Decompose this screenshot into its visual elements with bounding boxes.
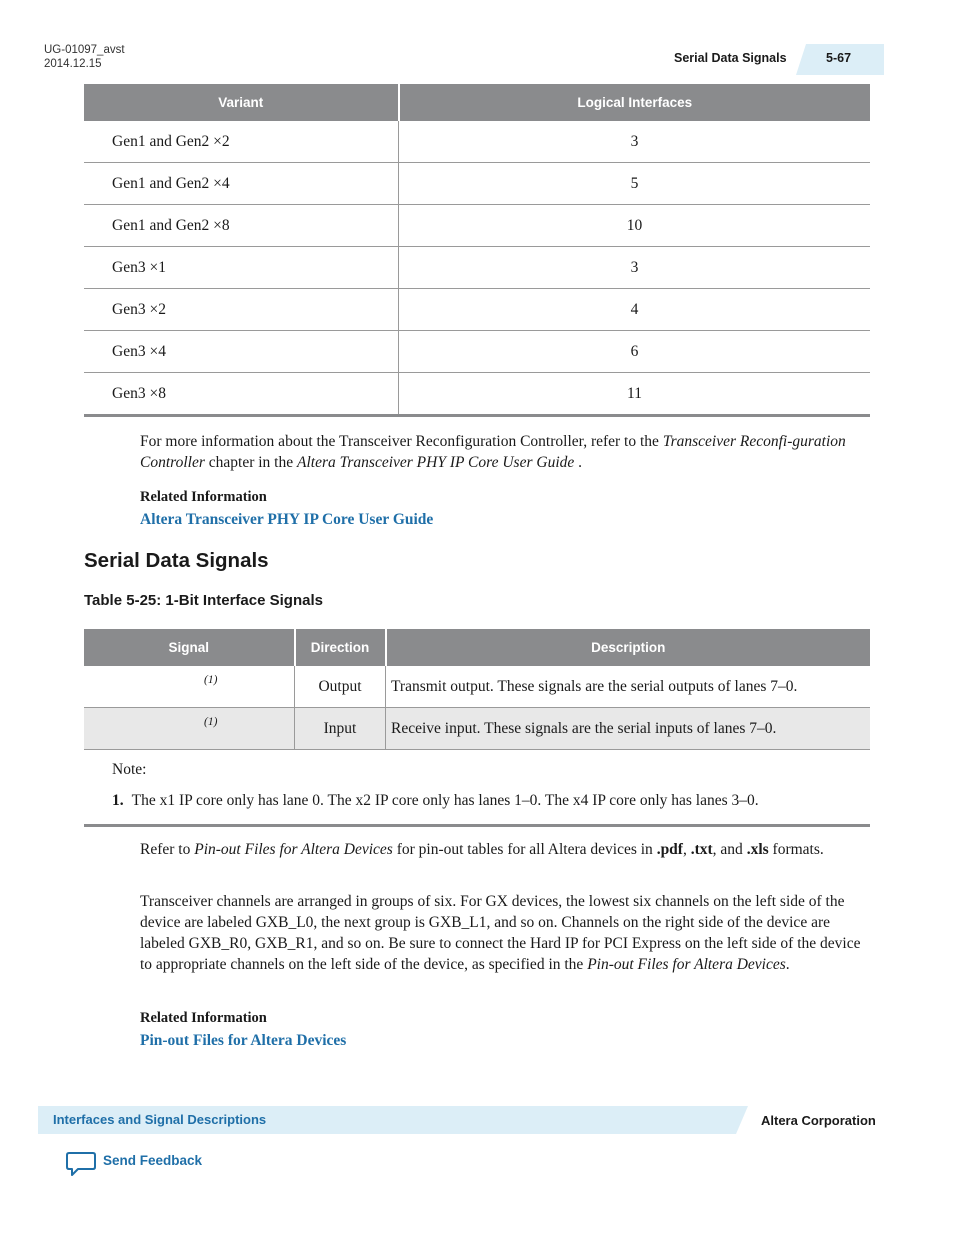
pinout-files-link[interactable]: Pin-out Files for Altera Devices bbox=[140, 1032, 347, 1049]
para2-suffix: formats. bbox=[768, 841, 824, 858]
interfaces-cell: 4 bbox=[399, 289, 871, 331]
table-row bbox=[84, 121, 870, 163]
note-label: Note: bbox=[112, 761, 147, 778]
para1-mid: chapter in the bbox=[204, 454, 297, 471]
para3-italic-title: Pin-out Files for Altera Devices bbox=[587, 956, 786, 973]
signal-cell bbox=[84, 666, 295, 708]
interfaces-cell: 3 bbox=[399, 121, 871, 163]
para3-text: Transceiver channels are arranged in groups of six. For GX devices, the lowest six channels on the left side of the device are labeled GXB_L0, the next group is GXB_L1, and so on. Channels on the right side of the device are labeled GXB_R0, GXB_R1, and so on. Be sure to connect the Hard IP for PCI Express on the left side of the device to appropriate channels on the left side of the device, as specified in the bbox=[140, 893, 861, 973]
table-row bbox=[84, 163, 870, 205]
description-cell: Receive input. These signals are the serial inputs of lanes 7–0. bbox=[386, 708, 871, 750]
table-row bbox=[84, 247, 870, 289]
column-header-logical-interfaces: Logical Interfaces bbox=[399, 84, 871, 121]
interfaces-cell: 11 bbox=[627, 384, 642, 402]
section-heading: Serial Data Signals bbox=[84, 549, 269, 572]
variant-table-header bbox=[84, 84, 870, 121]
para2-italic-title: Pin-out Files for Altera Devices bbox=[194, 841, 393, 858]
variant-cell: Gen1 and Gen2 ×4 bbox=[84, 163, 399, 205]
signal-table-header bbox=[84, 629, 870, 666]
direction-cell: Output bbox=[295, 666, 386, 708]
interfaces-cell: 3 bbox=[399, 247, 871, 289]
format-pdf: .pdf bbox=[656, 841, 683, 858]
table-row bbox=[84, 708, 870, 750]
note-number: 1. bbox=[112, 792, 124, 809]
column-header-signal: Signal bbox=[84, 629, 295, 666]
variant-cell: Gen1 and Gen2 ×8 bbox=[84, 205, 399, 247]
para1-suffix: . bbox=[574, 454, 583, 471]
doc-number: UG-01097_avst bbox=[44, 44, 125, 56]
para3-suffix: . bbox=[785, 956, 790, 973]
document-id bbox=[44, 43, 125, 71]
column-header-variant: Variant bbox=[84, 84, 399, 121]
variant-table bbox=[84, 84, 870, 417]
table-row bbox=[84, 373, 870, 416]
direction-cell: Input bbox=[295, 708, 386, 750]
variant-cell: Gen3 ×2 bbox=[84, 289, 399, 331]
signal-table bbox=[84, 629, 870, 750]
feedback-icon[interactable] bbox=[66, 1151, 96, 1177]
footnote-marker: (1) bbox=[204, 674, 218, 686]
header-section-title: Serial Data Signals bbox=[674, 51, 787, 65]
doc-date: 2014.12.15 bbox=[44, 58, 102, 70]
note-item bbox=[112, 792, 759, 810]
interfaces-cell: 6 bbox=[399, 331, 871, 373]
signal-cell bbox=[84, 708, 295, 750]
pinout-paragraph bbox=[140, 839, 870, 860]
related-info-label: Related Information bbox=[140, 489, 267, 505]
table-row bbox=[84, 666, 870, 708]
format-xls: .xls bbox=[746, 841, 769, 858]
interfaces-cell: 5 bbox=[399, 163, 871, 205]
table-row bbox=[84, 331, 870, 373]
table-end-rule bbox=[84, 824, 870, 827]
para1-italic-title: Transceiver Reconfi-guration Controller bbox=[140, 433, 846, 471]
phy-user-guide-link[interactable]: Altera Transceiver PHY IP Core User Guide bbox=[140, 511, 434, 528]
para2-sep2: , and bbox=[712, 841, 747, 858]
para2-mid: for pin-out tables for all Altera devices in bbox=[392, 841, 657, 858]
para1-prefix: For more information about the Transceiver Reconfiguration Controller, refer to the bbox=[140, 433, 663, 450]
para2-prefix: Refer to bbox=[140, 841, 195, 858]
header-page-number: 5-67 bbox=[826, 51, 852, 65]
variant-cell: Gen3 ×4 bbox=[84, 331, 399, 373]
table-row bbox=[84, 289, 870, 331]
note-text: The x1 IP core only has lane 0. The x2 IP core only has lanes 1–0. The x4 IP core only has lanes 3–0. bbox=[131, 792, 759, 809]
variant-cell: Gen1 and Gen2 ×2 bbox=[84, 121, 399, 163]
footnote-marker: (1) bbox=[204, 716, 218, 728]
para2-sep1: , bbox=[682, 841, 691, 858]
column-header-description: Description bbox=[386, 629, 871, 666]
variant-cell: Gen3 ×8 bbox=[84, 373, 399, 416]
channels-paragraph bbox=[140, 891, 870, 975]
column-header-direction: Direction bbox=[295, 629, 386, 666]
table-row bbox=[84, 205, 870, 247]
reconfig-paragraph bbox=[140, 431, 870, 473]
interfaces-cell: 10 bbox=[399, 205, 871, 247]
format-txt: .txt bbox=[690, 841, 713, 858]
variant-cell: Gen3 ×1 bbox=[84, 247, 399, 289]
para1-italic-guide: Altera Transceiver PHY IP Core User Guide bbox=[297, 454, 575, 471]
footer-chapter-link[interactable]: Interfaces and Signal Descriptions bbox=[53, 1112, 267, 1127]
table-title: Table 5-25: 1-Bit Interface Signals bbox=[84, 592, 323, 609]
related-info-label: Related Information bbox=[140, 1010, 267, 1026]
footer-company: Altera Corporation bbox=[761, 1113, 876, 1128]
description-cell: Transmit output. These signals are the serial outputs of lanes 7–0. bbox=[386, 666, 871, 708]
send-feedback-link[interactable]: Send Feedback bbox=[103, 1153, 203, 1168]
